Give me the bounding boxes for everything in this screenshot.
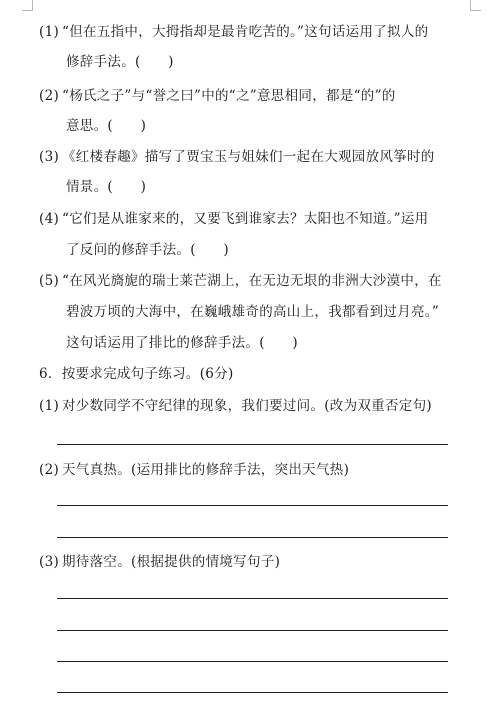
item-number: (4) — [39, 211, 60, 227]
item-number: (5) — [39, 273, 60, 289]
page-corner-mark-left — [22, 0, 33, 11]
item-text-line: 这句话运用了排比的修辞手法。( ) — [66, 335, 298, 351]
item-number: (1) — [39, 398, 60, 414]
item-number: (2) — [39, 462, 60, 478]
answer-line[interactable] — [57, 630, 448, 631]
task-instruction: 对少数同学不守纪律的现象，我们要过问。(改为双重否定句) — [62, 398, 432, 414]
answer-line[interactable] — [57, 661, 448, 662]
page-corner-mark-right — [470, 0, 481, 11]
task-instruction: 天气真热。(运用排比的修辞手法，突出天气热) — [62, 462, 350, 478]
item-text-line: 情景。( ) — [66, 179, 147, 195]
item-text-line: “但在五指中，大拇指却是最肯吃苦的。”这句话运用了拟人的 — [62, 24, 429, 40]
item-text-line: “它们是从谁家来的，又要飞到谁家去？太阳也不知道。”运用 — [62, 211, 429, 227]
item-number: (3) — [39, 149, 60, 165]
item-text-line: “杨氏之子”与“誉之曰”中的“之”意思相同，都是“的”的 — [62, 88, 396, 104]
item-number: (3) — [39, 554, 60, 570]
answer-line[interactable] — [57, 505, 448, 506]
answer-line[interactable] — [57, 692, 448, 693]
question-6-title: 6．按要求完成句子练习。(6分) — [39, 366, 234, 382]
item-number: (2) — [39, 88, 60, 104]
item-text-line: 意思。( ) — [66, 118, 147, 134]
item-text-line: 碧波万顷的大海中，在巍峨雄奇的高山上，我都看到过月亮。” — [66, 304, 440, 320]
task-instruction: 期待落空。(根据提供的情境写句子) — [62, 554, 281, 570]
answer-line[interactable] — [57, 444, 448, 445]
answer-line[interactable] — [57, 598, 448, 599]
answer-line[interactable] — [57, 537, 448, 538]
item-text-line: 了反问的修辞手法。( ) — [66, 242, 229, 258]
item-number: (1) — [39, 24, 60, 40]
item-text-line: 《红楼春趣》描写了贾宝玉与姐妹们一起在大观园放风筝时的 — [62, 149, 435, 165]
item-text-line: “在风光旖旎的瑞士莱芒湖上，在无边无垠的非洲大沙漠中，在 — [62, 273, 442, 289]
item-text-line: 修辞手法。( ) — [66, 54, 174, 70]
